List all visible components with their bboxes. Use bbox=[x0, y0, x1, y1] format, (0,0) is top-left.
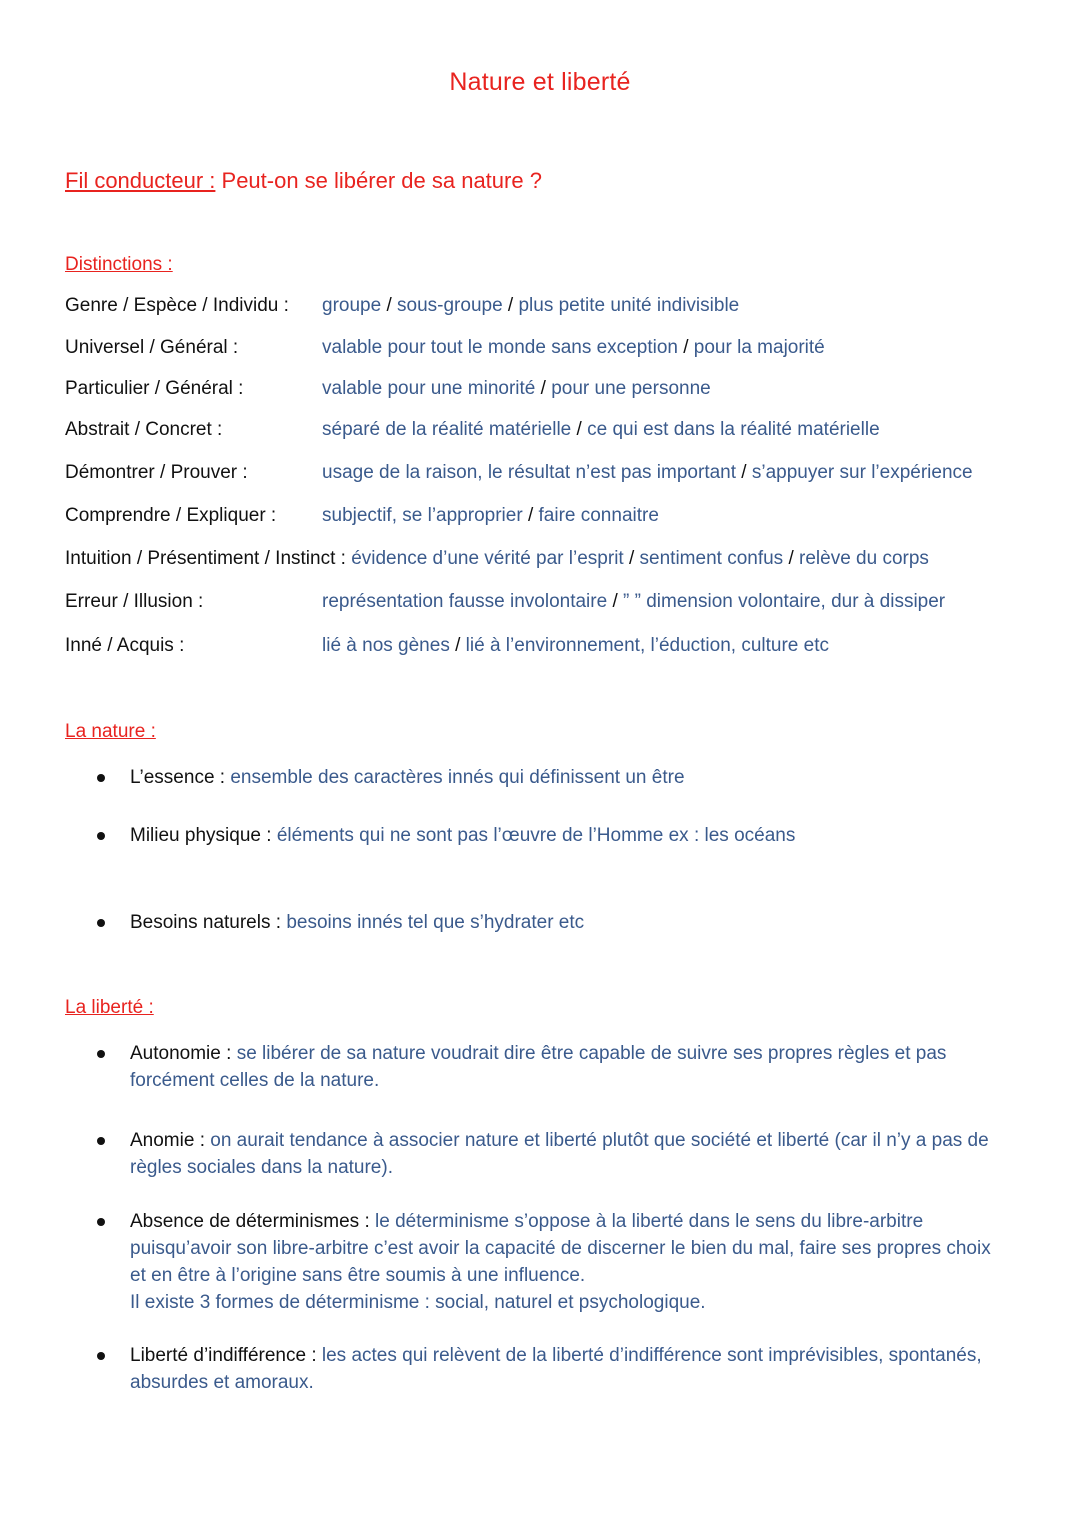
distinction-term: Abstrait / Concret : bbox=[65, 419, 223, 440]
list-item bbox=[97, 764, 1007, 791]
item-definition: se libérer de sa nature voudrait dire être capable de suivre ses propres règles et pas forcément celles de la nature. bbox=[130, 1043, 947, 1091]
distinction-term: Comprendre / Expliquer : bbox=[65, 505, 277, 526]
distinction-definition: sentiment confus bbox=[639, 548, 784, 569]
guiding-question-label: Fil conducteur : bbox=[65, 168, 216, 193]
distinction-definition: sous-groupe bbox=[397, 295, 503, 316]
distinction-definition: représentation fausse involontaire bbox=[322, 591, 608, 612]
bullet-icon bbox=[97, 1218, 105, 1226]
list-item bbox=[97, 1342, 1007, 1396]
item-term: L’essence : bbox=[130, 767, 226, 788]
list-item bbox=[97, 1127, 1007, 1181]
distinction-term: Démontrer / Prouver : bbox=[65, 462, 248, 483]
distinction-definition: relève du corps bbox=[799, 548, 929, 569]
distinctions-heading: Distinctions : bbox=[65, 254, 173, 275]
distinction-definition: pour une personne bbox=[551, 378, 711, 399]
item-term: Autonomie : bbox=[130, 1043, 232, 1064]
distinction-term: Intuition / Présentiment / Instinct : bbox=[65, 548, 346, 569]
distinction-definition: s’appuyer sur l’expérience bbox=[751, 462, 973, 483]
list-item bbox=[97, 909, 1007, 936]
item-term: Milieu physique : bbox=[130, 825, 272, 846]
list-item bbox=[97, 822, 1007, 849]
item-term: Absence de déterminismes : bbox=[130, 1211, 370, 1232]
distinction-definition: groupe bbox=[322, 295, 382, 316]
distinction-term: Inné / Acquis : bbox=[65, 635, 185, 656]
liberte-heading: La liberté : bbox=[65, 997, 154, 1018]
distinction-term: Universel / Général : bbox=[65, 337, 239, 358]
distinction-definition: valable pour tout le monde sans exception bbox=[322, 337, 678, 358]
distinction-definition: ce qui est dans la réalité matérielle bbox=[587, 419, 880, 440]
bullet-icon bbox=[97, 832, 105, 840]
distinction-definition: pour la majorité bbox=[693, 337, 825, 358]
bullet-icon bbox=[97, 774, 105, 782]
distinction-definition: plus petite unité indivisible bbox=[518, 295, 740, 316]
distinction-term: Genre / Espèce / Individu : bbox=[65, 295, 289, 316]
item-definition: les actes qui relèvent de la liberté d’indifférence sont imprévisibles, spontanés, absurdes et amoraux. bbox=[130, 1345, 982, 1393]
item-definition: éléments qui ne sont pas l’œuvre de l’Homme ex : les océans bbox=[276, 825, 796, 846]
item-term: Besoins naturels : bbox=[130, 912, 282, 933]
distinction-row: Intuition / Présentiment / Instinct : évidence d’une vérité par l’esprit / sentiment confus / relève du corps bbox=[65, 548, 929, 569]
distinction-definition: lié à nos gènes bbox=[322, 635, 450, 656]
item-definition: besoins innés tel que s’hydrater etc bbox=[286, 912, 585, 933]
guiding-question bbox=[65, 168, 542, 194]
item-term: Liberté d’indifférence : bbox=[130, 1345, 317, 1366]
page-title: Nature et liberté bbox=[449, 68, 631, 96]
item-note: Il existe 3 formes de déterminisme : social, naturel et psychologique. bbox=[130, 1292, 706, 1313]
distinction-definition: séparé de la réalité matérielle bbox=[322, 419, 572, 440]
list-item bbox=[97, 1040, 1007, 1094]
item-definition: on aurait tendance à associer nature et liberté plutôt que société et liberté (car il n’y a pas de règles sociales dans la nature). bbox=[130, 1130, 989, 1178]
bullet-icon bbox=[97, 1137, 105, 1145]
distinction-definition: faire connaitre bbox=[538, 505, 659, 526]
item-definition: ensemble des caractères innés qui définissent un être bbox=[230, 767, 685, 788]
bullet-icon bbox=[97, 1352, 105, 1360]
list-item bbox=[97, 1208, 1007, 1316]
distinction-definition: ” ” dimension volontaire, dur à dissiper bbox=[623, 591, 946, 612]
distinction-definition: évidence d’une vérité par l’esprit bbox=[351, 548, 624, 569]
distinction-definition: lié à l’environnement, l’éduction, culture etc bbox=[465, 635, 829, 656]
bullet-icon bbox=[97, 1050, 105, 1058]
distinction-definition: subjectif, se l’approprier bbox=[322, 505, 523, 526]
item-definition: le déterminisme s’oppose à la liberté dans le sens du libre-arbitre puisqu’avoir son libre-arbitre c’est avoir la capacité de discerner le bien du mal, faire ses propres choix et en être à l’origine sans être soumis à une influence. bbox=[130, 1211, 991, 1286]
distinction-definition: usage de la raison, le résultat n’est pas important bbox=[322, 462, 737, 483]
distinction-definition: valable pour une minorité bbox=[322, 378, 536, 399]
distinction-term: Particulier / Général : bbox=[65, 378, 244, 399]
item-term: Anomie : bbox=[130, 1130, 205, 1151]
distinction-term: Erreur / Illusion : bbox=[65, 591, 204, 612]
nature-heading: La nature : bbox=[65, 721, 156, 742]
guiding-question-text: Peut-on se libérer de sa nature ? bbox=[215, 168, 542, 193]
bullet-icon bbox=[97, 919, 105, 927]
